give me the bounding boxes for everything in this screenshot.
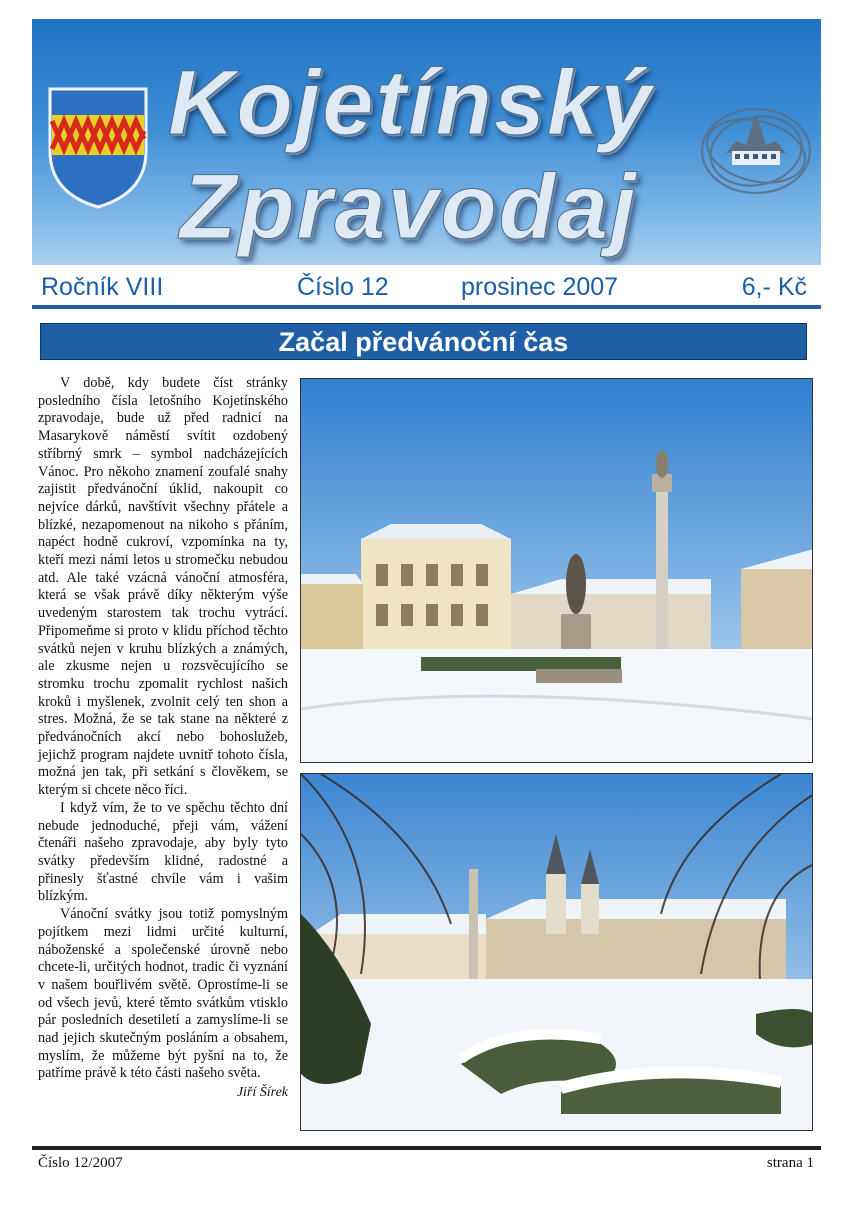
- masthead: [32, 19, 821, 265]
- town-emblem-icon: [696, 89, 816, 209]
- town-coat-of-arms-icon: [46, 85, 150, 211]
- footer-issue: Číslo 12/2007: [38, 1155, 123, 1171]
- footer-divider: [32, 1146, 821, 1150]
- footer-page-number: strana 1: [766, 1155, 814, 1171]
- article-headline: Začal předvánoční čas: [40, 323, 807, 360]
- article-author: Jiří Šírek: [236, 1085, 288, 1101]
- masthead-title-line-2: Zpravodaj: [180, 156, 638, 258]
- photo-church-square: [300, 773, 813, 1131]
- article-paragraph: V době, kdy budete číst stránky posledního čísla letošního Kojetínského zpravodaje, bude už před radnicí na Masarykově náměstí svítit ozdobený stříbrný smrk – symbol nadcházejících Vánoc. Pro někoho znamení zoufalé snahy zajistit předvánoční úklid, nakoupit co nejvíce dárků, navštívit všechny přátele a blízké, nezapomenout na nikoho s přáním, napéct hodně cukroví, vzpomínka na ty, kteří mezi námi letos u stromečku nebudou atd. Ale také vzácná vánoční atmosféra, která se však právě díky některým výše uvedeným starostem tak trochu vytrácí. Připomeňme si proto v klidu příchod těchto svátků nejen v kruhu blízkých a známých, ale zkusme nejen u rozsvěcujícího se stromku trochu zpomalit rychlost našich kroků i myšlenek, zvolnit celý ten shon a stres. Možná, že se tak stane na některé z předvánočních akcí nebo bohoslužeb, jejichž program najdete uvnitř tohoto čísla, možná jen tak, při setkání s člověkem, se kterým si chcete něco říci.: [38, 375, 288, 799]
- photo-town-square-column: [300, 378, 813, 763]
- article-paragraph: Vánoční svátky jsou totiž pomyslným pojítkem mezi lidmi určité kulturní, náboženské a společenské úrovně nebo chcete-li, určitých hodnot, tradic či vyznání v našem bouřlivém světě. Oprostíme-li se od všech jevů, které těmto svátkům vtisklo pár posledních desetiletí a zamyslíme-li se nad jejich skutečným posláním a obsahem, myslím, že můžeme být pyšní na to, že patříme právě k této části našeho světa.: [38, 906, 288, 1082]
- info-divider: [32, 305, 821, 309]
- masthead-title-line-1: Kojetínský: [168, 52, 654, 154]
- volume-label: Ročník VIII: [41, 273, 164, 301]
- issue-price: 6,- Kč: [741, 273, 807, 301]
- issue-info-bar: [32, 265, 821, 307]
- issue-number: Číslo 12: [297, 273, 389, 301]
- issue-date: prosinec 2007: [461, 273, 619, 301]
- article-body: [38, 375, 288, 1102]
- article-paragraph: I když vím, že to ve spěchu těchto dní nebude jednoduché, přeji vám, vážení čtenáři našeho zpravodaje, aby byly tyto svátky především klidné, radostné a přinesly šťastné chvíle vám i vašim blízkým.: [38, 799, 288, 905]
